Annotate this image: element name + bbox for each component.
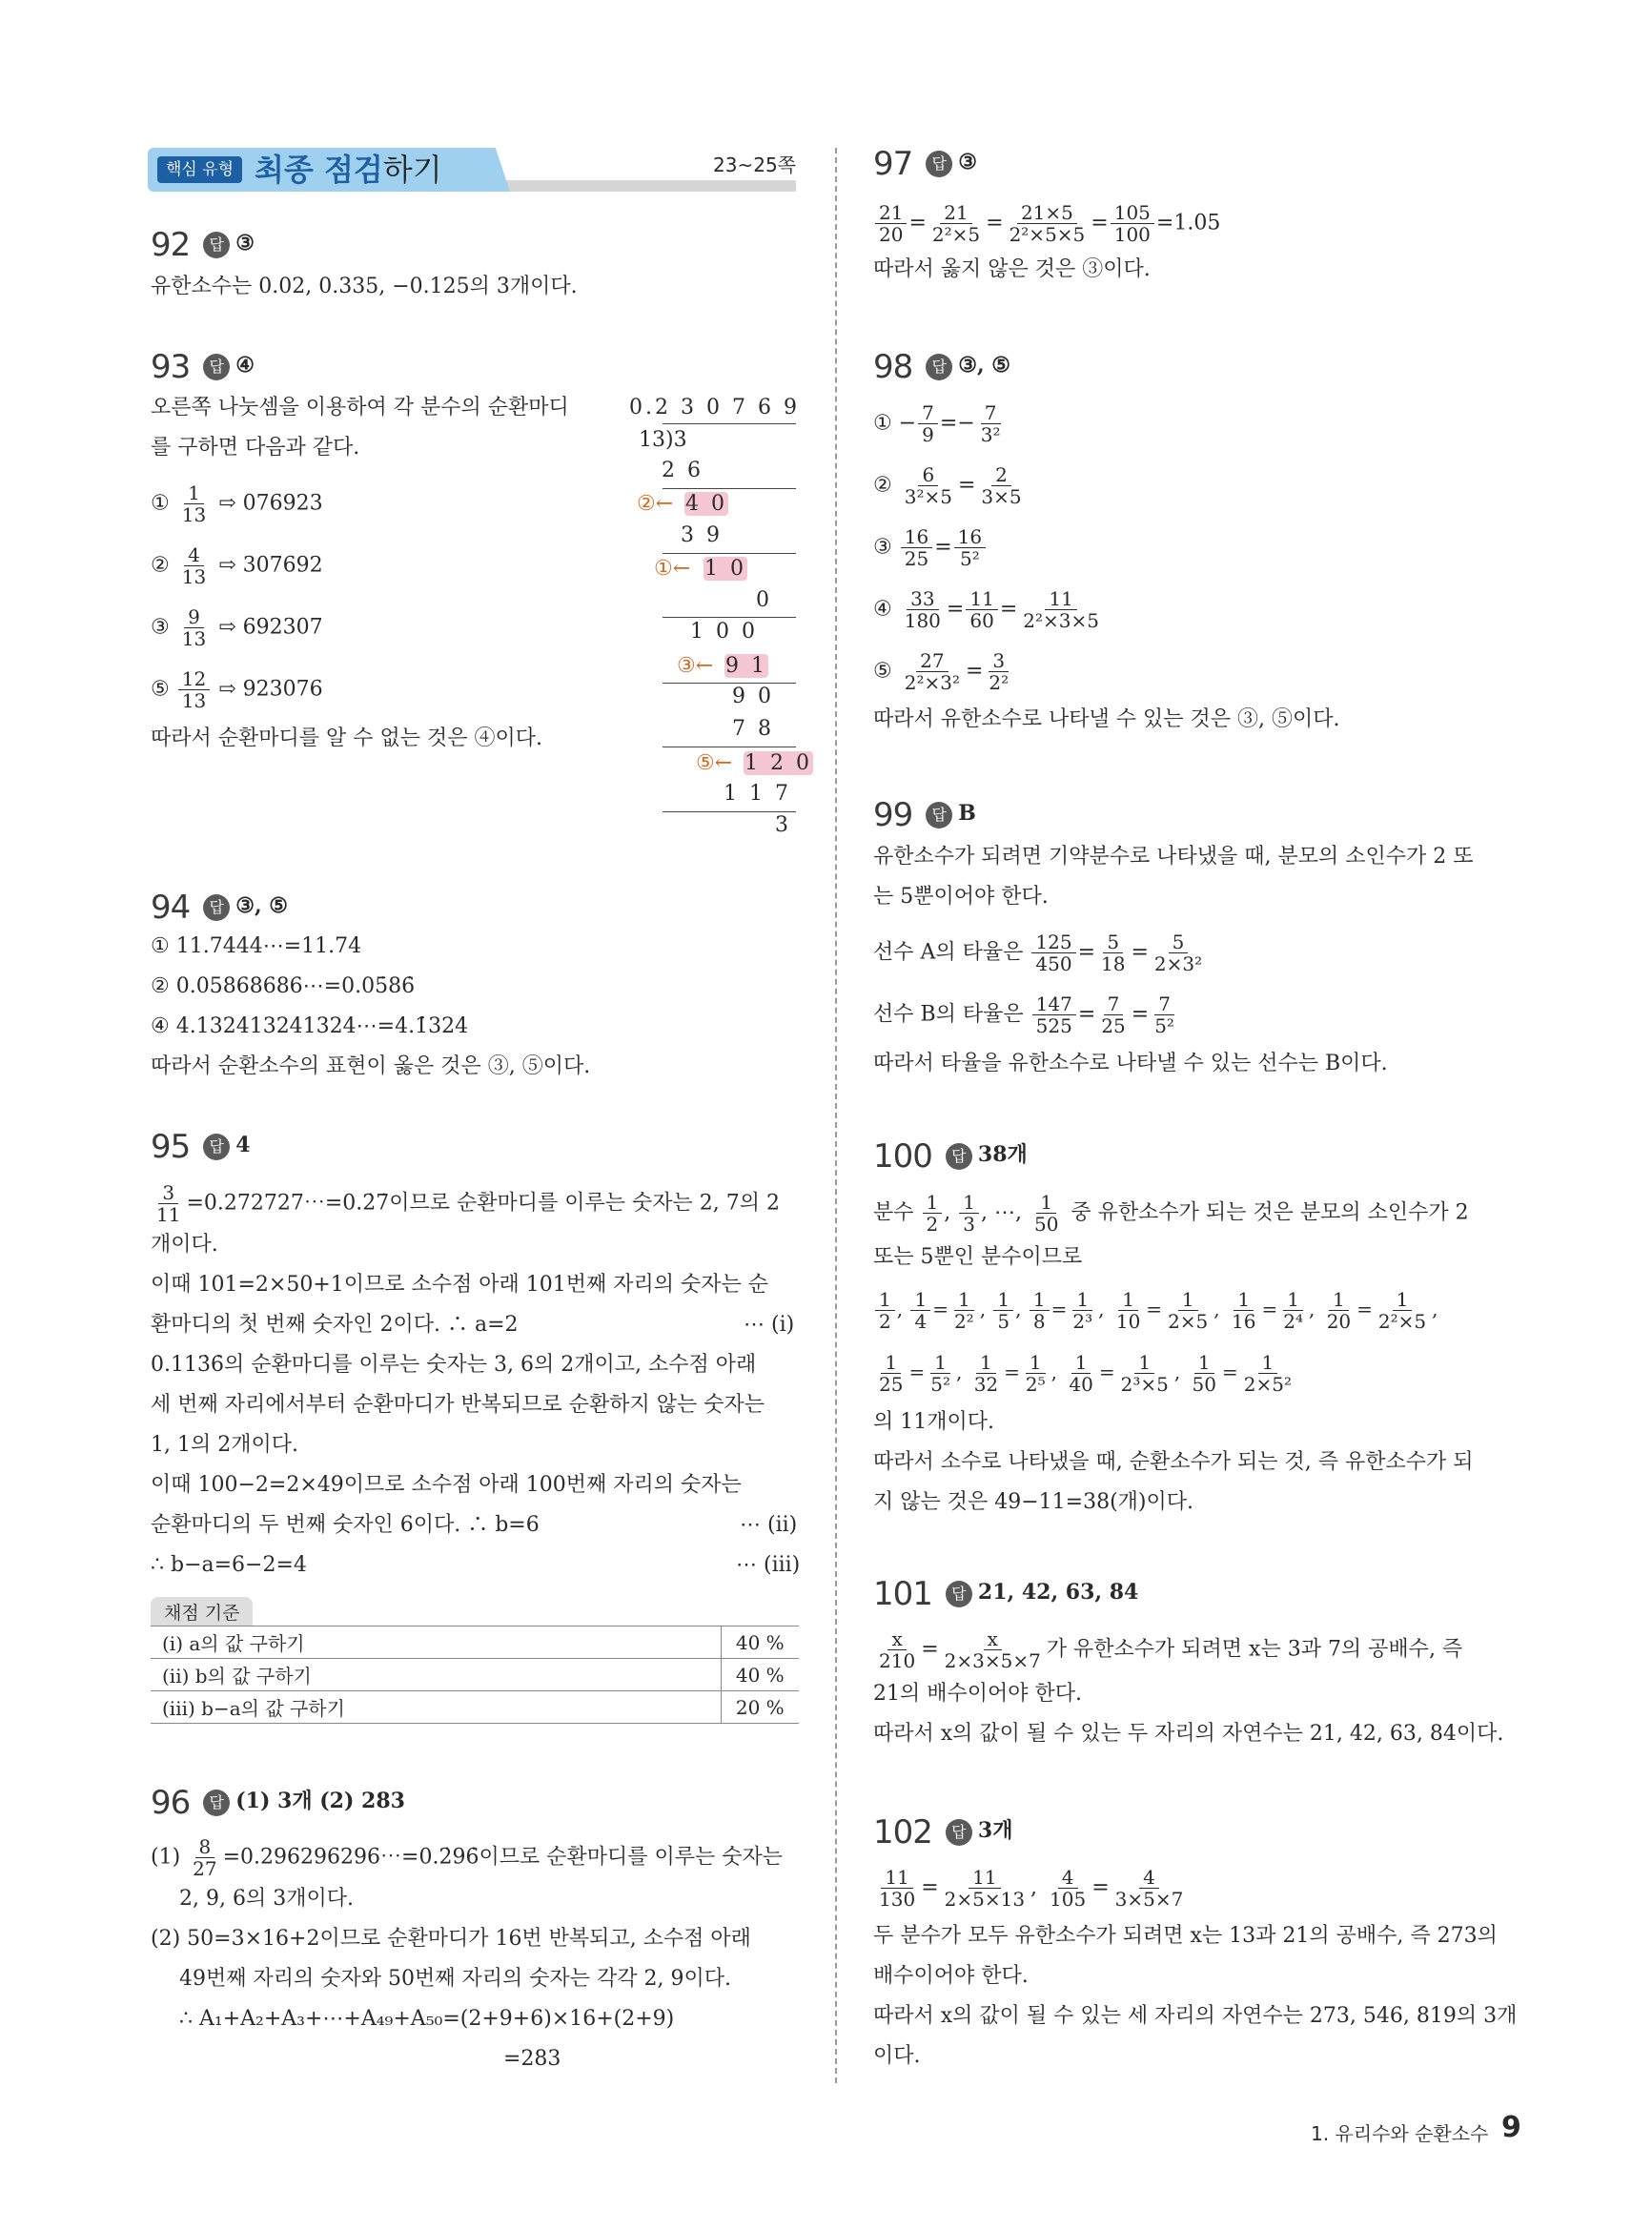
problem-101-heading: 101 답 21, 42, 63, 84 (873, 1575, 1139, 1613)
p100-text-2: 또는 5뿐인 분수이므로 (873, 1245, 1083, 1269)
p102-text-3: 따라서 x의 값이 될 수 있는 세 자리의 자연수는 273, 546, 819의 3개 (873, 2004, 1518, 2028)
p100-fractions-row-1: $\frac{1}{2}$ , $\frac{1}{4}$ = $\frac{1}{\text{2²}}$ , $\frac{1}{5}$ , $\frac{1}{8}$ = $\frac{1}{\text{2³}}$ , $\frac{1}{10}$ = $\frac{1}{2\times 5}$ , $\frac{1}{16}$ = $\frac{1}{\text{2⁴}}$ , $\frac{1}{20}$ = $\frac{1}{\text{2²×5}}$ , (873, 1289, 1438, 1332)
p95-text-2: 개이다. (151, 1233, 218, 1257)
div-quotient: 0.2 3 0 7 6 9 (629, 396, 800, 419)
div-rule (663, 683, 796, 684)
div-step: 9 1 (725, 654, 767, 678)
div-dividend: 13)3 (639, 428, 687, 452)
div-step: 3 (775, 813, 791, 837)
problem-95-heading: 95 답 4 (151, 1128, 251, 1166)
column-divider (835, 148, 837, 2083)
div-rule (663, 617, 796, 618)
p92-text: 유한소수는 0.02, 0.335, −0.125의 3개이다. (151, 275, 578, 298)
problem-92-heading: 92 답 ③ (151, 226, 255, 264)
div-rule (663, 811, 796, 812)
p102-fractions: $\frac{11}{130}$ = $\frac{11}{2\times 5\times 13}$ , $\frac{4}{105}$ = $\frac{4}{3\times 5\times 7}$ (879, 1866, 1184, 1911)
p99-text-1: 유한소수가 되려면 기약분수로 나타냈을 때, 분모의 소인수가 2 또 (873, 845, 1474, 869)
p100-fractions-row-2: $\frac{1}{25}$ = $\frac{1}{\text{5²}}$ , $\frac{1}{32}$ = $\frac{1}{\text{2⁵}}$ , $\frac{1}{40}$ = $\frac{1}{\text{2³×5}}$ , $\frac{1}{50}$ = $\frac{1}{\text{2×5²}}$ (879, 1351, 1292, 1396)
p95-text-7: 1, 1의 2개이다. (151, 1433, 298, 1457)
div-step: 1 2 0 (744, 751, 812, 775)
p95-text-8: 이때 100−2=2×49이므로 소수점 아래 100번째 자리의 숫자는 (151, 1473, 742, 1497)
p93-item-2: ② $\frac{4}{13}$ ⇨ 307692 (151, 543, 323, 588)
p95-text-3: 이때 101=2×50+1이므로 소수점 아래 101번째 자리의 숫자는 순 (151, 1273, 769, 1297)
p94-text-1: ① 11.7444⋯=11.74̇ (151, 934, 362, 958)
div-rule (663, 488, 796, 489)
div-marker: ③← (677, 654, 714, 678)
div-rule (663, 553, 796, 554)
p95-step-label-3: ⋯ (iii) (736, 1553, 801, 1577)
p93-item-1: ① $\frac{1}{13}$ ⇨ 076923 (151, 481, 323, 526)
problem-99-heading: 99 답 B (873, 796, 976, 834)
p100-text-5: 따라서 소수로 나타냈을 때, 순환소수가 되는 것, 즉 유한소수가 되 (873, 1450, 1474, 1474)
p96-text-1: (1) $\frac{8}{27}$ =0.296296296⋯=0.2̇96̇이므로 순환마디를 이루는 숫자는 (151, 1835, 783, 1880)
p93-item-3: ③ $\frac{9}{13}$ ⇨ 692307 (151, 605, 323, 650)
header-title: 최종 점검하기 (255, 152, 442, 188)
p96-text-3: (2) 50=3×16+2이므로 순환마디가 16번 반복되고, 소수점 아래 (151, 1927, 751, 1951)
div-step: 2 6 (662, 459, 704, 482)
p102-text-4: 이다. (873, 2044, 921, 2068)
p96-text-4: 49번째 자리의 숫자와 50번째 자리의 숫자는 각각 2, 9이다. (179, 1967, 731, 1991)
problem-93-heading: 93 답 ④ (151, 348, 255, 386)
div-step: 1 1 7 (724, 782, 791, 806)
footer-chapter: 1. 유리수와 순환소수 (1311, 2122, 1489, 2145)
p96-text-2: 2, 9, 6의 3개이다. (179, 1887, 354, 1911)
p101-text-3: 따라서 x의 값이 될 수 있는 두 자리의 자연수는 21, 42, 63, 84이다. (873, 1722, 1504, 1746)
p93-text-2: 를 구하면 다음과 같다. (151, 436, 360, 460)
problem-96-heading: 96 답 (1) 3개 (2) 283 (151, 1784, 405, 1822)
p102-text-2: 배수이어야 한다. (873, 1964, 1029, 1988)
p98-eq-2: ② $\frac{6}{\text{3²×5}}$ = $\frac{2}{3\times 5}$ (873, 463, 1022, 508)
problem-102-heading: 102 답 3개 (873, 1813, 1013, 1852)
p100-text-4: 의 11개이다. (873, 1410, 994, 1434)
problem-97-heading: 97 답 ③ (873, 145, 977, 183)
p94-text-2: ② 0.05868686⋯=0.05̇86̇ (151, 974, 416, 998)
p95-text-4: 환마디의 첫 번째 숫자인 2이다. ∴ a=2 (151, 1313, 519, 1337)
p102-text-1: 두 분수가 모두 유한소수가 되려면 x는 13과 21의 공배수, 즉 273의 (873, 1924, 1498, 1948)
p97-conclusion: 따라서 옳지 않은 것은 ③이다. (873, 257, 1151, 281)
p96-text-6: =283 (503, 2047, 561, 2071)
div-step: 7 8 (732, 717, 774, 741)
p95-text-10: ∴ b−a=6−2=4 (151, 1553, 307, 1577)
p99-player-b: 선수 B의 타율은 $\frac{147}{525}$ = $\frac{7}{25}$ = $\frac{7}{\text{5²}}$ (873, 992, 1174, 1037)
header-pages: 23~25쪽 (713, 153, 796, 176)
div-step: 1 0 (704, 557, 746, 581)
p94-text-3: ④ 4.132413241324⋯=4.1̇324̇ (151, 1014, 469, 1038)
div-step: 1 0 0 (690, 620, 758, 644)
table-row: (i) a의 값 구하기 40 % (151, 1626, 799, 1659)
p101-text-1: $\frac{x}{210}$ = $\frac{x}{2\times 3\times 5\times 7}$ 가 유한소수가 되려면 x는 3과 7의 공배수, 즉 (879, 1627, 1463, 1672)
p95-text-1: $\frac{3}{11}$ =0.272727⋯=0.2̇7̇이므로 순환마디를 이루는 숫자는 2, 7의 2 (156, 1181, 781, 1226)
p101-text-2: 21의 배수이어야 한다. (873, 1682, 1082, 1706)
div-step: 4 0 (685, 492, 727, 516)
div-step: 9 0 (732, 685, 774, 708)
problem-98-heading: 98 답 ③, ⑤ (873, 348, 1011, 386)
p94-conclusion: 따라서 순환소수의 표현이 옳은 것은 ③, ⑤이다. (151, 1054, 591, 1078)
p95-step-label-2: ⋯ (ii) (740, 1513, 798, 1537)
page-number: 9 (1501, 2111, 1521, 2144)
p100-text-6: 지 않는 것은 49−11=38(개)이다. (873, 1490, 1194, 1514)
p98-eq-5: ⑤ $\frac{27}{\text{2²×3²}}$ = $\frac{3}{\text{2²}}$ (873, 649, 1010, 694)
table-row: (ii) b의 값 구하기 40 % (151, 1659, 799, 1691)
div-marker: ⑤← (696, 751, 733, 775)
header-rule (500, 180, 796, 192)
p95-text-9: 순환마디의 두 번째 숫자인 6이다. ∴ b=6 (151, 1513, 540, 1537)
p99-player-a: 선수 A의 타율은 $\frac{125}{450}$ = $\frac{5}{18}$ = $\frac{5}{\text{2×3²}}$ (873, 931, 1203, 975)
p96-text-5: ∴ A₁+A₂+A₃+⋯+A₄₉+A₅₀=(2+9+6)×16+(2+9) (179, 2007, 675, 2031)
p93-item-5: ⑤ $\frac{12}{13}$ ⇨ 923076 (151, 667, 323, 712)
div-marker: ①← (654, 557, 691, 581)
grading-table-title: 채점 기준 (151, 1597, 253, 1626)
p98-eq-4: ④ $\frac{33}{180}$ = $\frac{11}{60}$ = $\frac{11}{\text{2²×3×5}}$ (873, 587, 1099, 632)
p98-conclusion: 따라서 유한소수로 나타낼 수 있는 것은 ③, ⑤이다. (873, 707, 1340, 731)
p98-eq-3: ③ $\frac{16}{25}$ = $\frac{16}{\text{5²}}$ (873, 526, 988, 569)
header-badge: 핵심 유형 (157, 156, 242, 183)
p99-text-2: 는 5뿐이어야 한다. (873, 885, 1049, 909)
problem-100-heading: 100 답 38개 (873, 1137, 1028, 1176)
problem-94-heading: 94 답 ③, ⑤ (151, 889, 289, 927)
p93-text-1: 오른쪽 나눗셈을 이용하여 각 분수의 순환마디 (151, 396, 569, 419)
div-marker: ②← (637, 492, 674, 516)
p99-conclusion: 따라서 타율을 유한소수로 나타낼 수 있는 선수는 B이다. (873, 1052, 1388, 1075)
div-bar (663, 423, 796, 424)
grading-table (151, 1626, 799, 1724)
p100-text-1: 분수 $\frac{1}{2}$ , $\frac{1}{3}$ , ⋯, $\frac{1}{50}$ 중 유한소수가 되는 것은 분모의 소인수가 2 (873, 1191, 1469, 1236)
p97-equation: $\frac{21}{20}$ = $\frac{21}{\text{2²×5}}$ = $\frac{21\times 5}{\text{2²×5×5}}$ = $\frac{105}{100}$ =1.05 (873, 202, 1220, 245)
p95-text-6: 세 번째 자리에서부터 순환마디가 반복되므로 순환하지 않는 숫자는 (151, 1393, 765, 1417)
section-header (148, 148, 796, 195)
div-step: 0 (756, 588, 772, 612)
p93-conclusion: 따라서 순환마디를 알 수 없는 것은 ④이다. (151, 726, 542, 750)
p95-step-label-1: ⋯ (i) (744, 1313, 795, 1337)
p95-text-5: 0.113̇6̇의 순환마디를 이루는 숫자는 3, 6의 2개이고, 소수점 아래 (151, 1353, 757, 1377)
div-step: 3 9 (681, 523, 723, 547)
table-row: (iii) b−a의 값 구하기 20 % (151, 1691, 799, 1724)
p98-eq-1: ① − $\frac{7}{9}$ =− $\frac{7}{\text{3²}}$ (873, 401, 1001, 446)
